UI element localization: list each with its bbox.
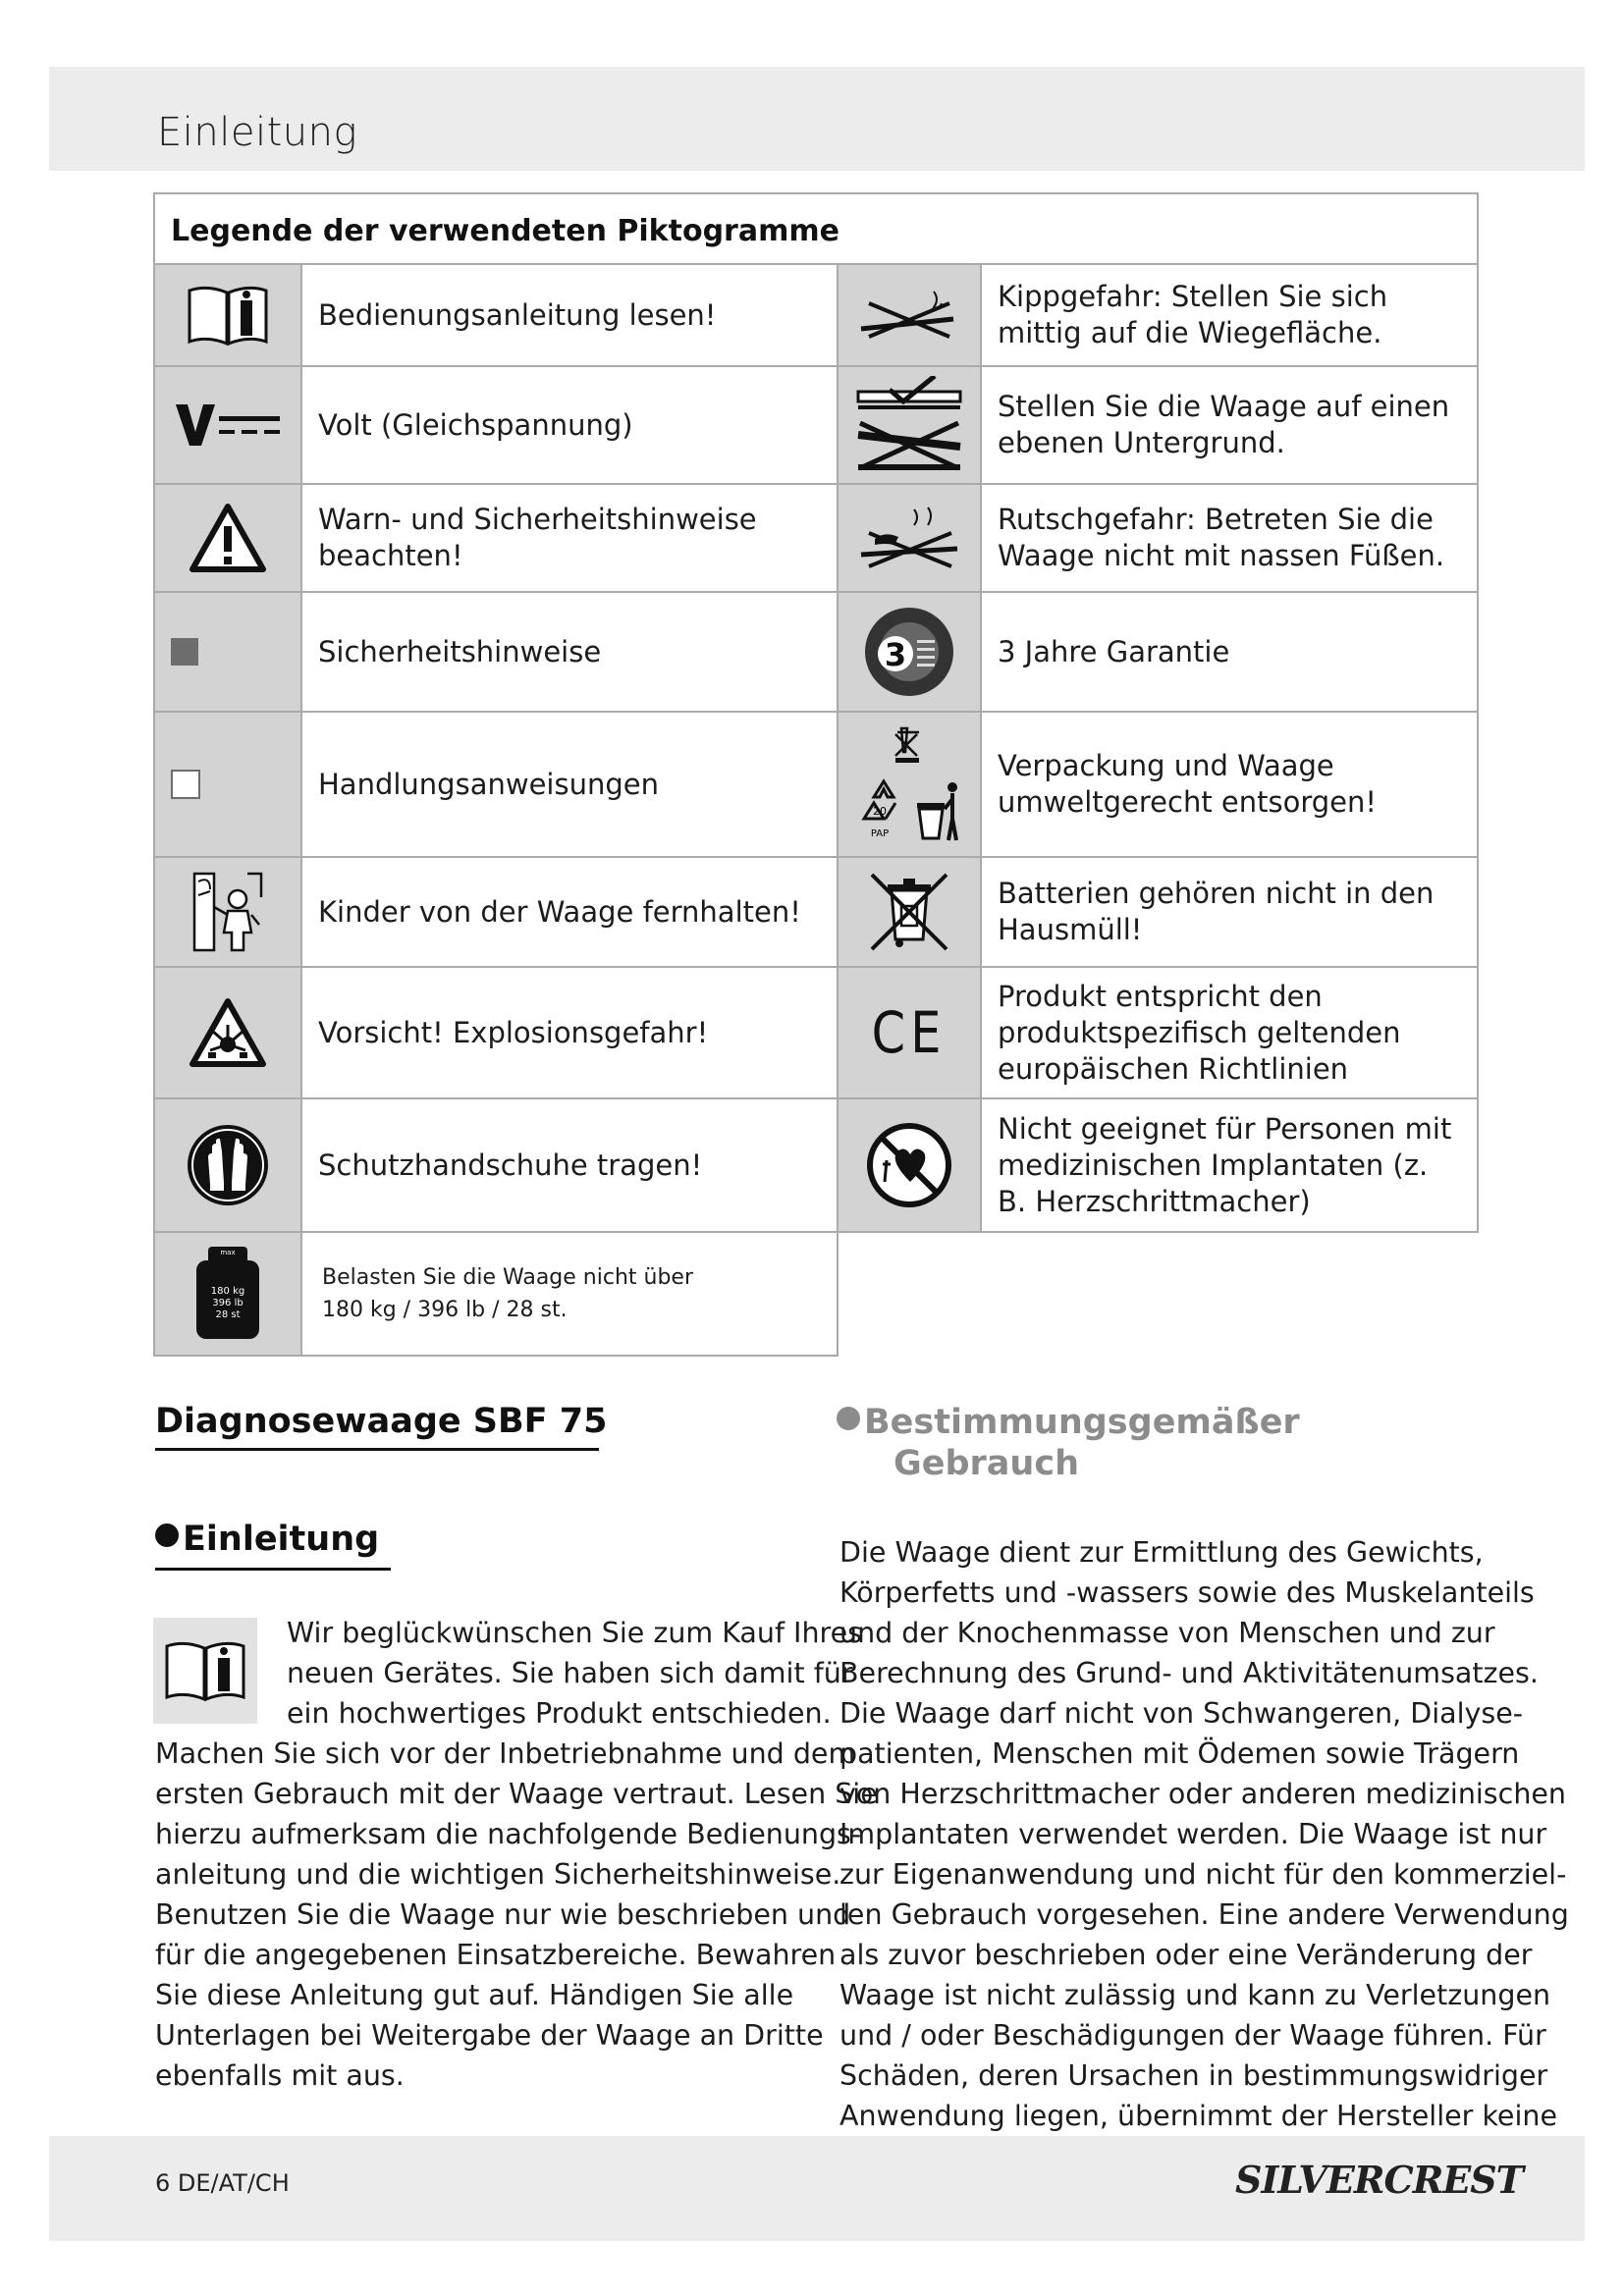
legend-text: Schutzhandschuhe tragen! [300, 1097, 839, 1233]
intro-heading-text: Einleitung [183, 1520, 380, 1559]
text-line: Sie diese Anleitung gut auf. Händigen Sie alle [155, 1979, 794, 2011]
legend-text: Bedienungsanleitung lesen! [300, 263, 839, 367]
max-weight-icon [192, 1247, 263, 1341]
level-surface-icon [850, 376, 968, 474]
legend-icon-cell [837, 591, 982, 713]
text-line: Die Waage darf nicht von Schwangeren, Dialyse- [839, 1697, 1524, 1730]
recycling-icon [850, 721, 968, 848]
filled-square-icon [171, 638, 198, 666]
intro-heading [155, 1520, 379, 1559]
warranty-number: 3 [884, 636, 907, 673]
text-line: Waage ist nicht zulässig und kann zu Verletzungen [839, 1979, 1551, 2011]
intro-icon-box [153, 1618, 257, 1724]
max-label: max [220, 1249, 236, 1256]
legend-icon-cell [837, 966, 982, 1099]
warranty-icon [862, 605, 956, 699]
weight-lb: 396 lb [212, 1298, 244, 1308]
text-line: Unterlagen bei Weitergabe der Waage an Dritte [155, 2019, 824, 2052]
text-line: Die Waage dient zur Ermittlung des Gewichts, [839, 1536, 1484, 1569]
weight-st: 28 st [215, 1309, 241, 1320]
legend-text: 3 Jahre Garantie [980, 591, 1479, 713]
legend-icon-cell [153, 1097, 302, 1233]
text-line: hierzu aufmerksam die nachfolgende Bedienungs- [155, 1818, 862, 1850]
product-title: Diagnosewaage SBF 75 [155, 1402, 608, 1441]
bullet-icon [155, 1523, 179, 1547]
text-line: Körperfetts und -wassers sowie des Muskelanteils [839, 1576, 1535, 1609]
legend-icon-cell [153, 263, 302, 367]
recycling-material: PAP [870, 828, 890, 839]
gloves-icon [185, 1122, 271, 1208]
text-line: len Gebrauch vorgesehen. Eine andere Verwendung [839, 1898, 1569, 1931]
ce-mark-icon: CE [872, 999, 947, 1066]
legend-icon-cell [837, 483, 982, 593]
legend-text: Kinder von der Waage fernhalten! [300, 856, 839, 968]
legend-text: Batterien gehören nicht in den Hausmüll! [980, 856, 1479, 968]
text-line: und der Knochenmasse von Menschen und zur [839, 1617, 1495, 1649]
text-line: zur Eigenanwendung und nicht für den kommerziel- [839, 1858, 1567, 1891]
legend-icon-cell [837, 856, 982, 968]
weight-kg: 180 kg [210, 1286, 245, 1297]
legend-text [300, 1231, 839, 1357]
legend-icon-cell [837, 263, 982, 367]
text-line: Anwendung liegen, übernimmt der Hersteller keine [839, 2100, 1557, 2132]
legend-text: Stellen Sie die Waage auf einen ebenen Untergrund. [980, 365, 1479, 485]
legend-text: Verpackung und Waage umweltgerecht entsorgen! [980, 711, 1479, 858]
recycling-code: 20 [873, 805, 887, 818]
intro-underline [155, 1568, 391, 1571]
legend-icon-cell [837, 711, 982, 858]
heading-line: Gebrauch [893, 1444, 1079, 1483]
intro-paragraph-a [287, 1613, 862, 1734]
legend-icon-cell [153, 591, 302, 713]
text-line: Implantaten verwendet werden. Die Waage ist nur [839, 1818, 1547, 1850]
legend-icon-cell [837, 365, 982, 485]
manual-icon [184, 281, 272, 349]
pictogram-legend-table [153, 192, 1479, 1357]
empty-square-icon [171, 770, 200, 799]
text-line: Wir beglückwünschen Sie zum Kauf Ihres [287, 1617, 862, 1649]
title-underline [155, 1448, 599, 1451]
text-line: patienten, Menschen mit Ödemen sowie Trägern [839, 1737, 1520, 1770]
page-title: Einleitung [157, 110, 357, 155]
legend-icon-cell [153, 711, 302, 858]
legend-icon-cell [153, 1231, 302, 1357]
text-line: Schäden, deren Ursachen in bestimmungswidriger [839, 2059, 1548, 2092]
legend-text: Vorsicht! Explosionsgefahr! [300, 966, 839, 1099]
intro-paragraph-b [155, 1734, 878, 2096]
legend-text-max-weight: Belasten Sie die Waage nicht über 180 kg / 396 lb / 28 st. [322, 1265, 693, 1322]
text-line: ein hochwertiges Produkt entschieden. [287, 1697, 832, 1730]
battery-bin-icon [868, 871, 950, 953]
bullet-icon [837, 1407, 860, 1430]
legend-title-row [153, 192, 1479, 265]
legend-icon-cell [153, 483, 302, 593]
volt-dc-icon [174, 400, 282, 450]
heading-line: Bestimmungsgemäßer [864, 1403, 1300, 1442]
legend-text: Rutschgefahr: Betreten Sie die Waage nicht mit nassen Füßen. [980, 483, 1479, 593]
tipping-icon [855, 286, 963, 345]
text-line: ebenfalls mit aus. [155, 2059, 405, 2092]
manual-icon [161, 1636, 249, 1705]
legend-text: Kippgefahr: Stellen Sie sich mittig auf die Wiegefläche. [980, 263, 1479, 367]
text-line: Berechnung des Grund- und Aktivitätenumsatzes. [839, 1657, 1539, 1689]
legend-title: Legende der verwendeten Piktogramme [171, 214, 839, 248]
text-line: für die angegebenen Einsatzbereiche. Bewahren [155, 1939, 837, 1971]
legend-text: Volt (Gleichspannung) [300, 365, 839, 485]
text-line: anleitung und die wichtigen Sicherheitshinweise. [155, 1858, 841, 1891]
legend-text: Handlungsanweisungen [300, 711, 839, 858]
legend-text: Nicht geeignet für Personen mit medizinischen Implantaten (z. B. Herzschrittmacher) [980, 1097, 1479, 1233]
text-line: Machen Sie sich vor der Inbetriebnahme und dem [155, 1737, 856, 1770]
text-line: ersten Gebrauch mit der Waage vertraut. Lesen Sie [155, 1778, 878, 1810]
intended-use-paragraph [839, 1532, 1569, 2136]
page-number: 6 DE/AT/CH [155, 2169, 290, 2197]
text-line: und / oder Beschädigungen der Waage führen. Für [839, 2019, 1546, 2052]
warning-icon [189, 503, 267, 573]
legend-text: Warn- und Sicherheitshinweise beachten! [300, 483, 839, 593]
legend-icon-cell [153, 856, 302, 968]
text-line: von Herzschrittmacher oder anderen medizinischen [839, 1778, 1566, 1810]
legend-icon-cell [837, 1097, 982, 1233]
child-icon [189, 868, 267, 956]
legend-text: Produkt entspricht den produktspezifisch geltenden europäischen Richtlinien [980, 966, 1479, 1099]
legend-icon-cell [153, 365, 302, 485]
explosion-icon [189, 997, 267, 1068]
brand-logo: SILVERCREST [1235, 2158, 1523, 2202]
slip-icon [855, 504, 963, 572]
text-line: Benutzen Sie die Waage nur wie beschrieben und [155, 1898, 851, 1931]
legend-text: Sicherheitshinweise [300, 591, 839, 713]
text-line: als zuvor beschrieben oder eine Veränderung der [839, 1939, 1533, 1971]
intended-use-heading [837, 1402, 1300, 1484]
legend-icon-cell [153, 966, 302, 1099]
text-line: neuen Gerätes. Sie haben sich damit für [287, 1657, 853, 1689]
implant-prohibited-icon [865, 1121, 953, 1209]
